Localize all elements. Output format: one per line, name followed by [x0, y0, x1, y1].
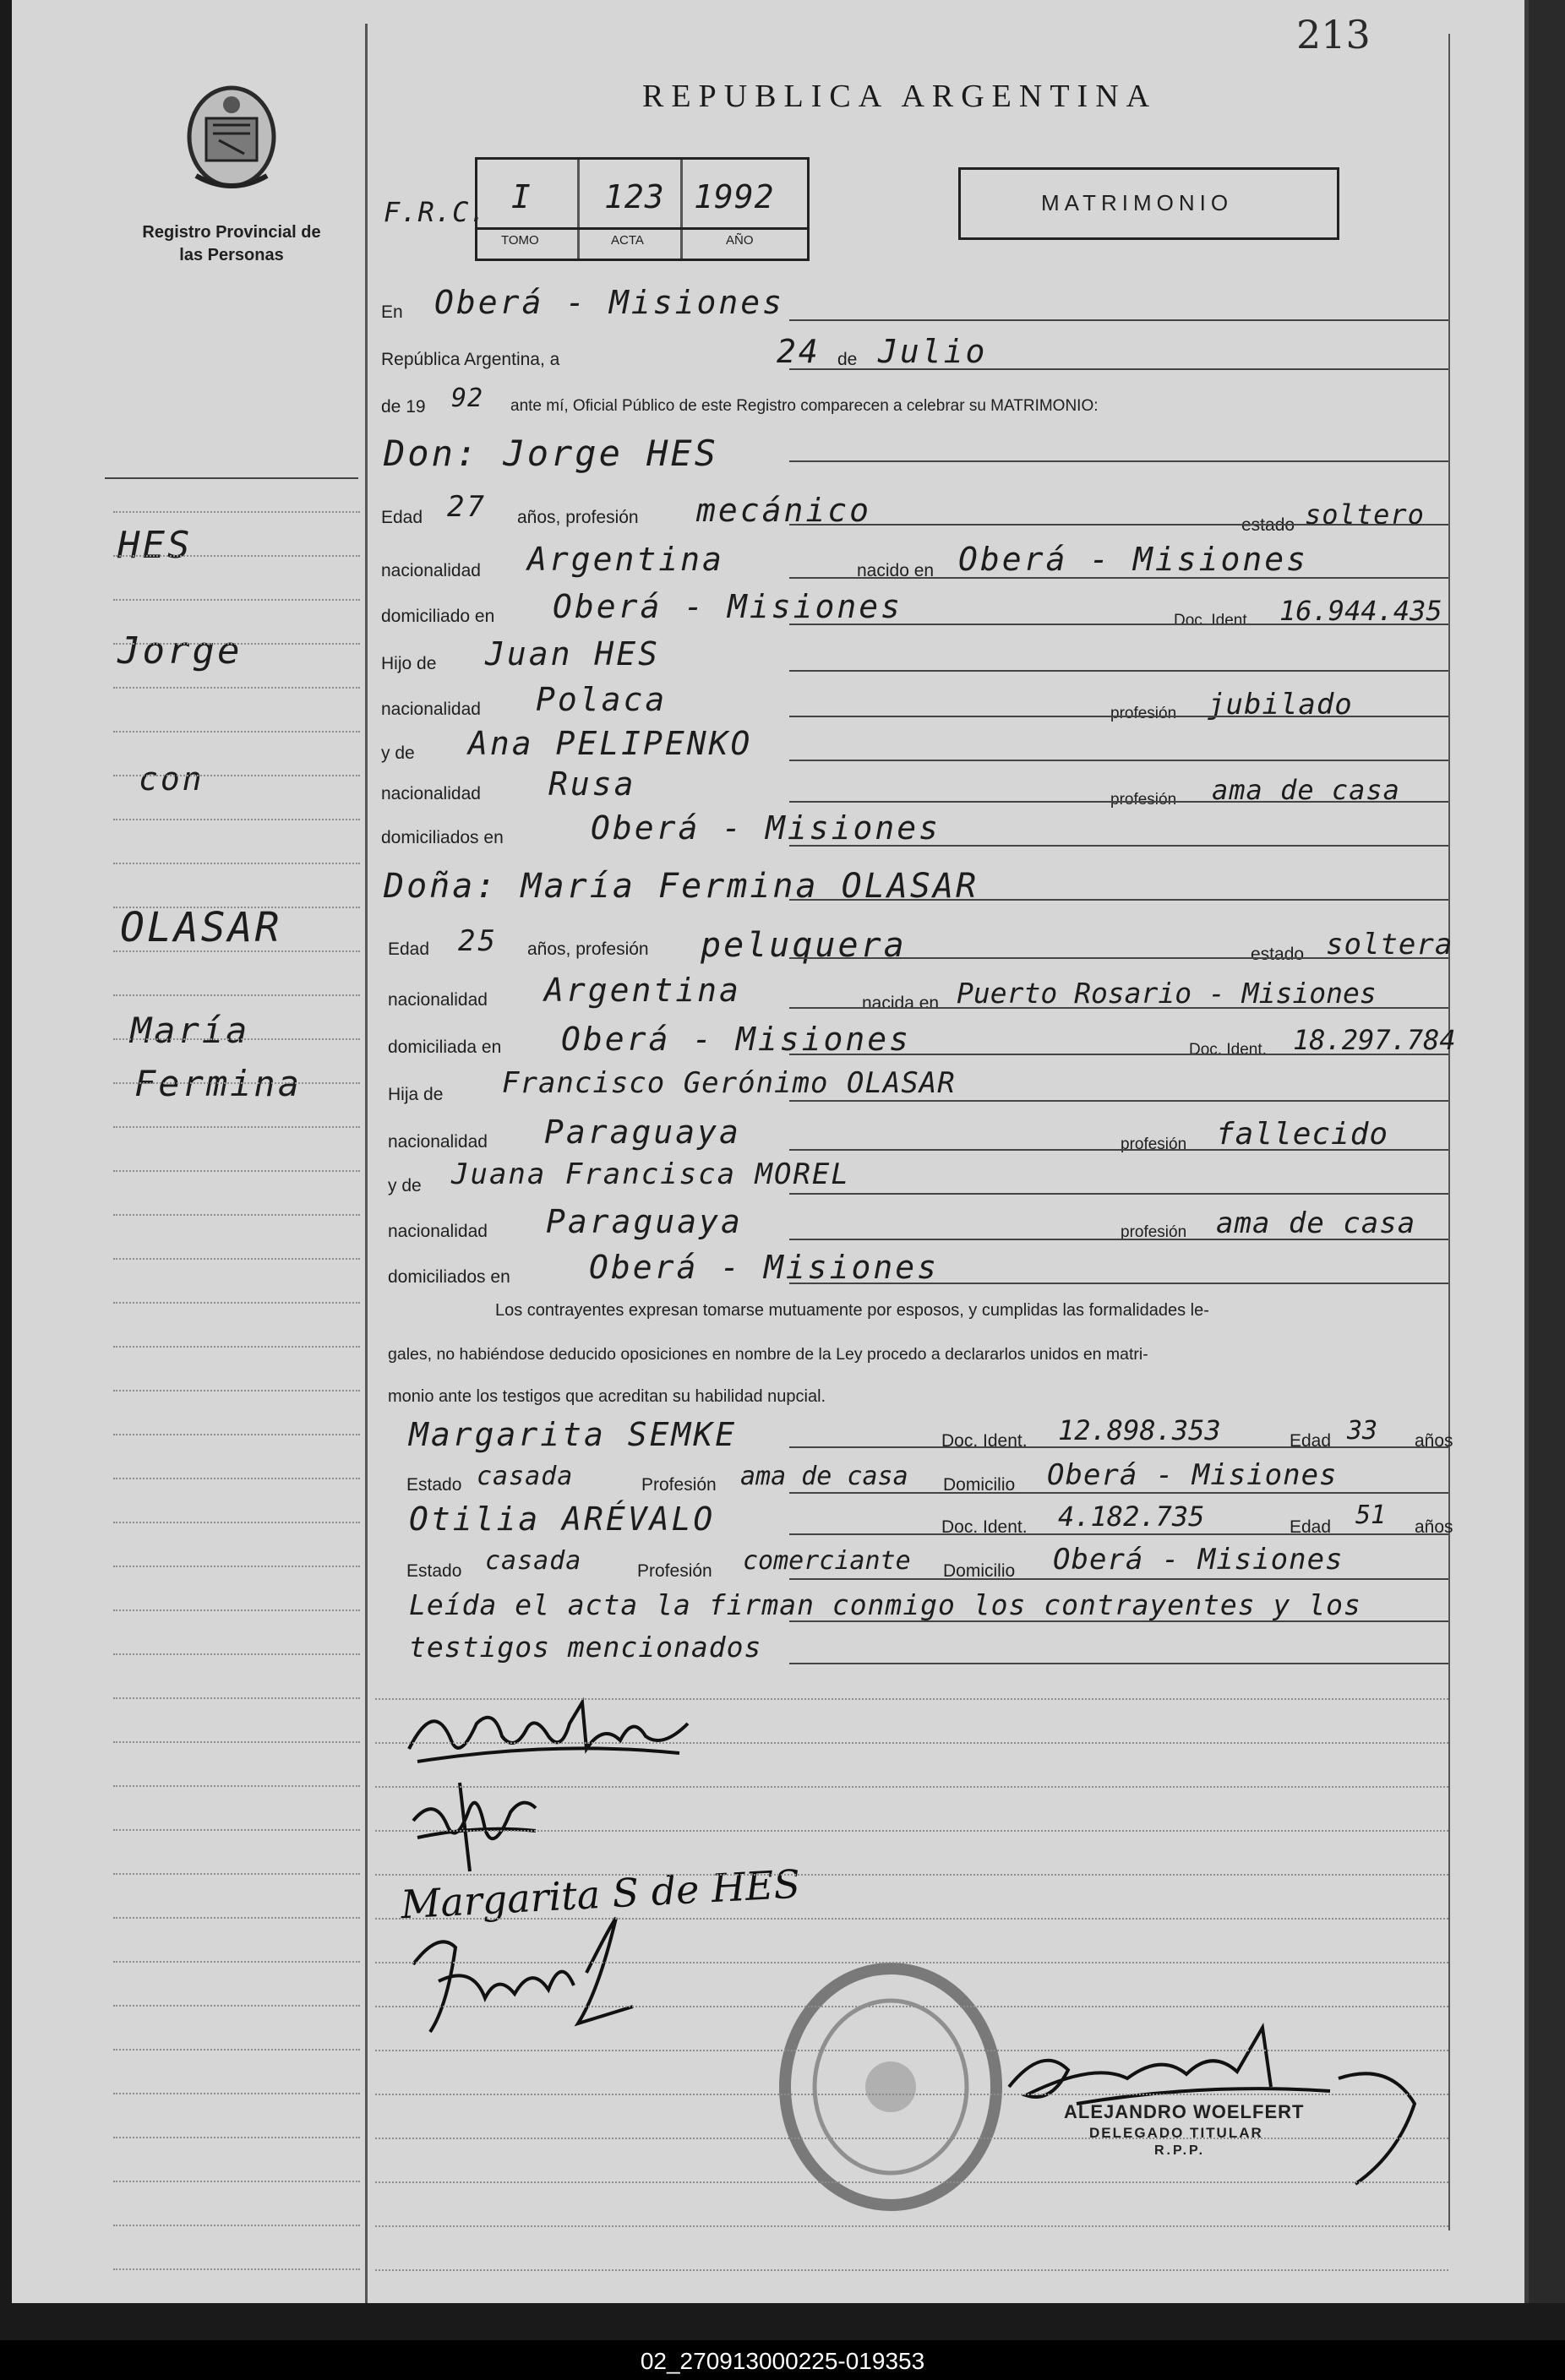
form-fill-line [789, 1663, 1448, 1664]
margin-ruled-line [113, 1302, 360, 1304]
form-fill-line [789, 845, 1448, 847]
official-signature [992, 2011, 1431, 2188]
anio-label: AÑO [726, 233, 754, 248]
closing-line1: Leída el acta la firman conmigo los contrayentes y los [409, 1588, 1361, 1621]
margin-ruled-line [113, 555, 360, 557]
margin-ruled-line [113, 775, 360, 776]
margin-ruled-line [113, 731, 360, 733]
margin-ruled-line [113, 1170, 360, 1172]
margin-ruled-line [113, 2268, 360, 2270]
witness1-age: 33 [1347, 1416, 1378, 1446]
margin-ruled-line [113, 1609, 360, 1611]
margin-name: Jorge [117, 629, 243, 673]
margin-ruled-line [113, 1697, 360, 1699]
footer-bar [0, 2340, 1565, 2380]
margin-surname: HES [117, 524, 193, 567]
margin-ruled-line [113, 1522, 360, 1523]
groom-mother-nat-label: nacionalidad [381, 784, 481, 803]
ruled-line [375, 1742, 1448, 1744]
groom-nac-label: nacionalidad [381, 561, 481, 580]
intro-year-suffix: 92 [451, 384, 484, 413]
form-fill-line [789, 1193, 1448, 1195]
form-fill-line [789, 760, 1448, 761]
book-spine [1524, 0, 1565, 2303]
witness1-estado: casada [477, 1462, 574, 1491]
form-fill-line [789, 368, 1448, 370]
margin-name2b: Fermina [134, 1063, 303, 1104]
groom-doc: 16.944.435 [1279, 595, 1442, 627]
groom-nacido-label: nacido en [857, 561, 935, 580]
tomo-value: I [511, 178, 533, 215]
official-title: DELEGADO TITULAR [1089, 2125, 1263, 2141]
groom-edad-label: Edad [381, 508, 423, 527]
form-fill-line [789, 1149, 1448, 1151]
marriage-record-page [12, 0, 1529, 2303]
acta-value: 123 [604, 178, 665, 215]
witness2-anos-label: años [1415, 1517, 1453, 1537]
right-margin-line [1448, 34, 1450, 2230]
groom-mother-prof-label: profesión [1110, 791, 1177, 809]
bride-parents-dom-label: domiciliados en [388, 1267, 510, 1287]
ruled-line [375, 1962, 1448, 1963]
groom-nationality: Argentina [527, 541, 724, 578]
margin-ruled-line [113, 511, 360, 513]
groom-parents-dom-label: domiciliados en [381, 828, 504, 847]
groom-estado: soltero [1305, 498, 1425, 531]
witness1-prof-label: Profesión [641, 1475, 717, 1495]
margin-ruled-line [113, 2093, 360, 2094]
margin-ruled-line [113, 863, 360, 864]
bride-name: Doña: María Fermina OLASAR [384, 867, 979, 906]
bride-parents-dom: Oberá - Misiones [589, 1249, 940, 1286]
bride-age: 25 [458, 924, 498, 958]
margin-ruled-line [113, 1829, 360, 1831]
bride-estado-label: estado [1251, 945, 1305, 964]
groom-mother: Ana PELIPENKO [468, 725, 753, 762]
intro-year-prefix: de 19 [381, 397, 426, 417]
margin-ruled-line [113, 1961, 360, 1963]
declaration-line2: gales, no habiéndose deducido oposiciones en nombre de la Ley procedo a declararlos unidos en matri- [388, 1345, 1148, 1364]
margin-top-rule [105, 477, 358, 479]
groom-father-prof: jubilado [1208, 688, 1353, 722]
acta-label: ACTA [611, 233, 644, 248]
frc-label: F.R.C. [384, 196, 487, 228]
provincial-seal-icon [181, 84, 282, 199]
groom-estado-label: estado [1241, 515, 1295, 535]
margin-ruled-line [113, 643, 360, 645]
form-fill-line [789, 577, 1448, 579]
margin-surname2: OLASAR [120, 904, 282, 951]
witness2-estado-label: Estado [406, 1561, 462, 1581]
margin-name2a: María [130, 1010, 250, 1051]
groom-birthplace: Oberá - Misiones [958, 541, 1309, 578]
ruled-line [375, 2269, 1448, 2271]
witness2-profession: comerciante [743, 1546, 911, 1576]
bride-domicile: Oberá - Misiones [561, 1021, 912, 1058]
form-fill-line [789, 1492, 1448, 1494]
form-fill-line [789, 716, 1448, 717]
form-fill-line [789, 1620, 1448, 1622]
ruled-line [375, 1918, 1448, 1920]
margin-ruled-line [113, 1082, 360, 1084]
bride-estado: soltera [1326, 928, 1453, 961]
ruled-line [375, 2094, 1448, 2095]
margin-ruled-line [113, 2225, 360, 2226]
tomo-label: TOMO [501, 233, 539, 248]
margin-ruled-line [113, 950, 360, 952]
bride-birthplace: Puerto Rosario - Misiones [957, 977, 1377, 1010]
official-name: ALEJANDRO WOELFERT [1064, 2101, 1305, 2122]
margin-ruled-line [113, 1653, 360, 1655]
margin-ruled-line [113, 1478, 360, 1479]
groom-father: Juan HES [485, 635, 661, 673]
margin-ruled-line [113, 1785, 360, 1787]
margin-ruled-line [113, 2181, 360, 2182]
bride-nationality: Argentina [544, 972, 741, 1009]
margin-ruled-line [113, 1038, 360, 1040]
groom-doc-label: Doc. Ident. [1174, 612, 1251, 629]
witness2-doc: 4.182.735 [1058, 1500, 1205, 1533]
groom-hijo-label: Hijo de [381, 654, 437, 673]
form-fill-line [789, 319, 1448, 321]
form-fill-line [789, 1100, 1448, 1102]
margin-ruled-line [113, 907, 360, 908]
groom-age: 27 [447, 490, 487, 524]
bride-nac-label: nacionalidad [388, 990, 488, 1010]
margin-ruled-line [113, 1258, 360, 1260]
groom-dom-label: domiciliado en [381, 607, 495, 626]
official-seal-stamp [777, 1960, 1005, 2214]
margin-ruled-line [113, 1566, 360, 1567]
witness1-signature: Margarita S de HES [399, 1860, 802, 1928]
form-fill-line [789, 1054, 1448, 1055]
margin-ruled-line [113, 1917, 360, 1919]
bride-mother-prof: ama de casa [1216, 1206, 1416, 1240]
ruled-line [375, 1786, 1448, 1788]
witness1-profession: ama de casa [740, 1462, 908, 1491]
groom-father-nat: Polaca [536, 681, 668, 718]
form-fill-line [789, 801, 1448, 803]
bride-edad-label: Edad [388, 939, 430, 959]
margin-ruled-line [113, 1873, 360, 1875]
ruled-line [375, 2138, 1448, 2139]
ruled-line [375, 1830, 1448, 1832]
form-fill-line [789, 1578, 1448, 1580]
bride-dom-label: domiciliada en [388, 1038, 502, 1057]
bride-mother-nat-label: nacionalidad [388, 1222, 488, 1241]
witness1-anos-label: años [1415, 1431, 1453, 1451]
witness2-doc-label: Doc. Ident. [941, 1517, 1028, 1537]
bride-mother-prof-label: profesión [1121, 1223, 1187, 1241]
bride-mother: Juana Francisca MOREL [451, 1157, 850, 1191]
margin-divider [365, 24, 368, 2303]
margin-ruled-line [113, 1390, 360, 1392]
groom-anos-label: años, profesión [517, 508, 639, 527]
bride-father-nat: Paraguaya [544, 1114, 741, 1151]
witness1-estado-label: Estado [406, 1475, 462, 1495]
bride-nacida-label: nacida en [862, 994, 940, 1013]
margin-ruled-line [113, 2049, 360, 2051]
witness2-domicile: Oberá - Misiones [1053, 1543, 1344, 1577]
form-fill-line [789, 1283, 1448, 1284]
tomo-acta-anio-box [475, 157, 810, 261]
witness2-estado: casada [485, 1546, 582, 1576]
ruled-line [375, 2225, 1448, 2227]
bride-profession: peluquera [701, 926, 907, 965]
witness2-prof-label: Profesión [637, 1561, 712, 1581]
groom-name: Don: Jorge HES [384, 433, 719, 474]
groom-father-nat-label: nacionalidad [381, 700, 481, 719]
intro-de: de [837, 350, 858, 369]
bride-hija-label: Hija de [388, 1085, 444, 1104]
declaration-line3: monio ante los testigos que acreditan su habilidad nupcial. [388, 1387, 826, 1406]
witness2-dom-label: Domicilio [943, 1561, 1016, 1581]
groom-parents-dom: Oberá - Misiones [591, 809, 941, 847]
groom-mother-nat: Rusa [548, 765, 636, 803]
form-fill-line [789, 1446, 1448, 1448]
official-unit: R.P.P. [1154, 2143, 1206, 2158]
closing-line2: testigos mencionados [409, 1631, 762, 1664]
intro-month: Julio [878, 333, 988, 370]
bride-doc: 18.297.784 [1293, 1024, 1456, 1056]
bride-father: Francisco Gerónimo OLASAR [502, 1066, 956, 1100]
ruled-line [375, 2006, 1448, 2007]
witness1-doc-label: Doc. Ident. [941, 1431, 1028, 1451]
groom-domicile: Oberá - Misiones [553, 588, 903, 625]
en-label: En [381, 302, 403, 322]
groom-father-prof-label: profesión [1110, 705, 1177, 722]
witness2-name: Otilia ARÉVALO [409, 1500, 716, 1538]
page-number: 213 [1296, 12, 1371, 57]
groom-yde-label: y de [381, 743, 415, 763]
registry-name: Registro Provincial de las Personas [142, 223, 321, 264]
bride-mother-nat: Paraguaya [546, 1203, 743, 1240]
footer-id: 02_270913000225-019353 [640, 2348, 925, 2374]
matrimonio-box [958, 167, 1339, 240]
groom-signature [401, 1690, 705, 1783]
bride-doc-label: Doc. Ident. [1189, 1041, 1267, 1059]
ruled-line [375, 1874, 1448, 1876]
margin-ruled-line [113, 819, 360, 820]
ruled-line [375, 2181, 1448, 2183]
form-fill-line [789, 624, 1448, 625]
bride-father-prof: fallecido [1216, 1117, 1389, 1152]
margin-ruled-line [113, 1741, 360, 1743]
witness2-edad-label: Edad [1290, 1517, 1332, 1537]
margin-ruled-line [113, 2137, 360, 2138]
witness2-signature [405, 1914, 641, 2049]
form-fill-line [789, 899, 1448, 901]
form-fill-line [789, 670, 1448, 672]
bride-yde-label: y de [388, 1176, 422, 1195]
witness2-age: 51 [1355, 1500, 1387, 1530]
bride-father-prof-label: profesión [1121, 1136, 1187, 1153]
witness1-dom-label: Domicilio [943, 1475, 1016, 1495]
margin-ruled-line [113, 599, 360, 601]
bride-father-nat-label: nacionalidad [388, 1132, 488, 1152]
form-fill-line [789, 1239, 1448, 1240]
ruled-line [375, 2050, 1448, 2051]
margin-ruled-line [113, 2005, 360, 2007]
groom-mother-prof: ama de casa [1212, 774, 1400, 806]
bride-signature [409, 1778, 544, 1880]
form-fill-line [789, 460, 1448, 462]
margin-ruled-line [113, 1434, 360, 1435]
witness1-name: Margarita SEMKE [409, 1416, 738, 1453]
margin-ruled-line [113, 687, 360, 689]
bride-anos-label: años, profesión [527, 939, 649, 959]
margin-ruled-line [113, 1126, 360, 1128]
intro-place: Oberá - Misiones [434, 284, 785, 321]
anio-value: 1992 [694, 178, 775, 215]
form-fill-line [789, 1533, 1448, 1535]
margin-ruled-line [113, 1214, 360, 1216]
witness1-domicile: Oberá - Misiones [1047, 1458, 1338, 1492]
margin-ruled-line [113, 994, 360, 996]
witness1-edad-label: Edad [1290, 1431, 1332, 1451]
country-title: REPUBLICA ARGENTINA [642, 79, 1158, 114]
witness1-doc: 12.898.353 [1058, 1414, 1221, 1446]
intro-day: 24 [777, 333, 821, 370]
form-fill-line [789, 1007, 1448, 1009]
form-fill-line [789, 524, 1448, 526]
ruled-line [375, 1698, 1448, 1700]
form-fill-line [789, 957, 1448, 959]
margin-ruled-line [113, 1346, 360, 1348]
republica-label: República Argentina, a [381, 350, 560, 369]
intro-appear-text: ante mí, Oficial Público de este Registro comparecen a celebrar su MATRIMONIO: [510, 397, 1099, 415]
doc-type: MATRIMONIO [1041, 190, 1234, 215]
declaration-line1: Los contrayentes expresan tomarse mutuamente por esposos, y cumplidas las formalidades le- [495, 1301, 1209, 1320]
margin-con: con [139, 760, 204, 798]
groom-profession: mecánico [696, 492, 872, 529]
